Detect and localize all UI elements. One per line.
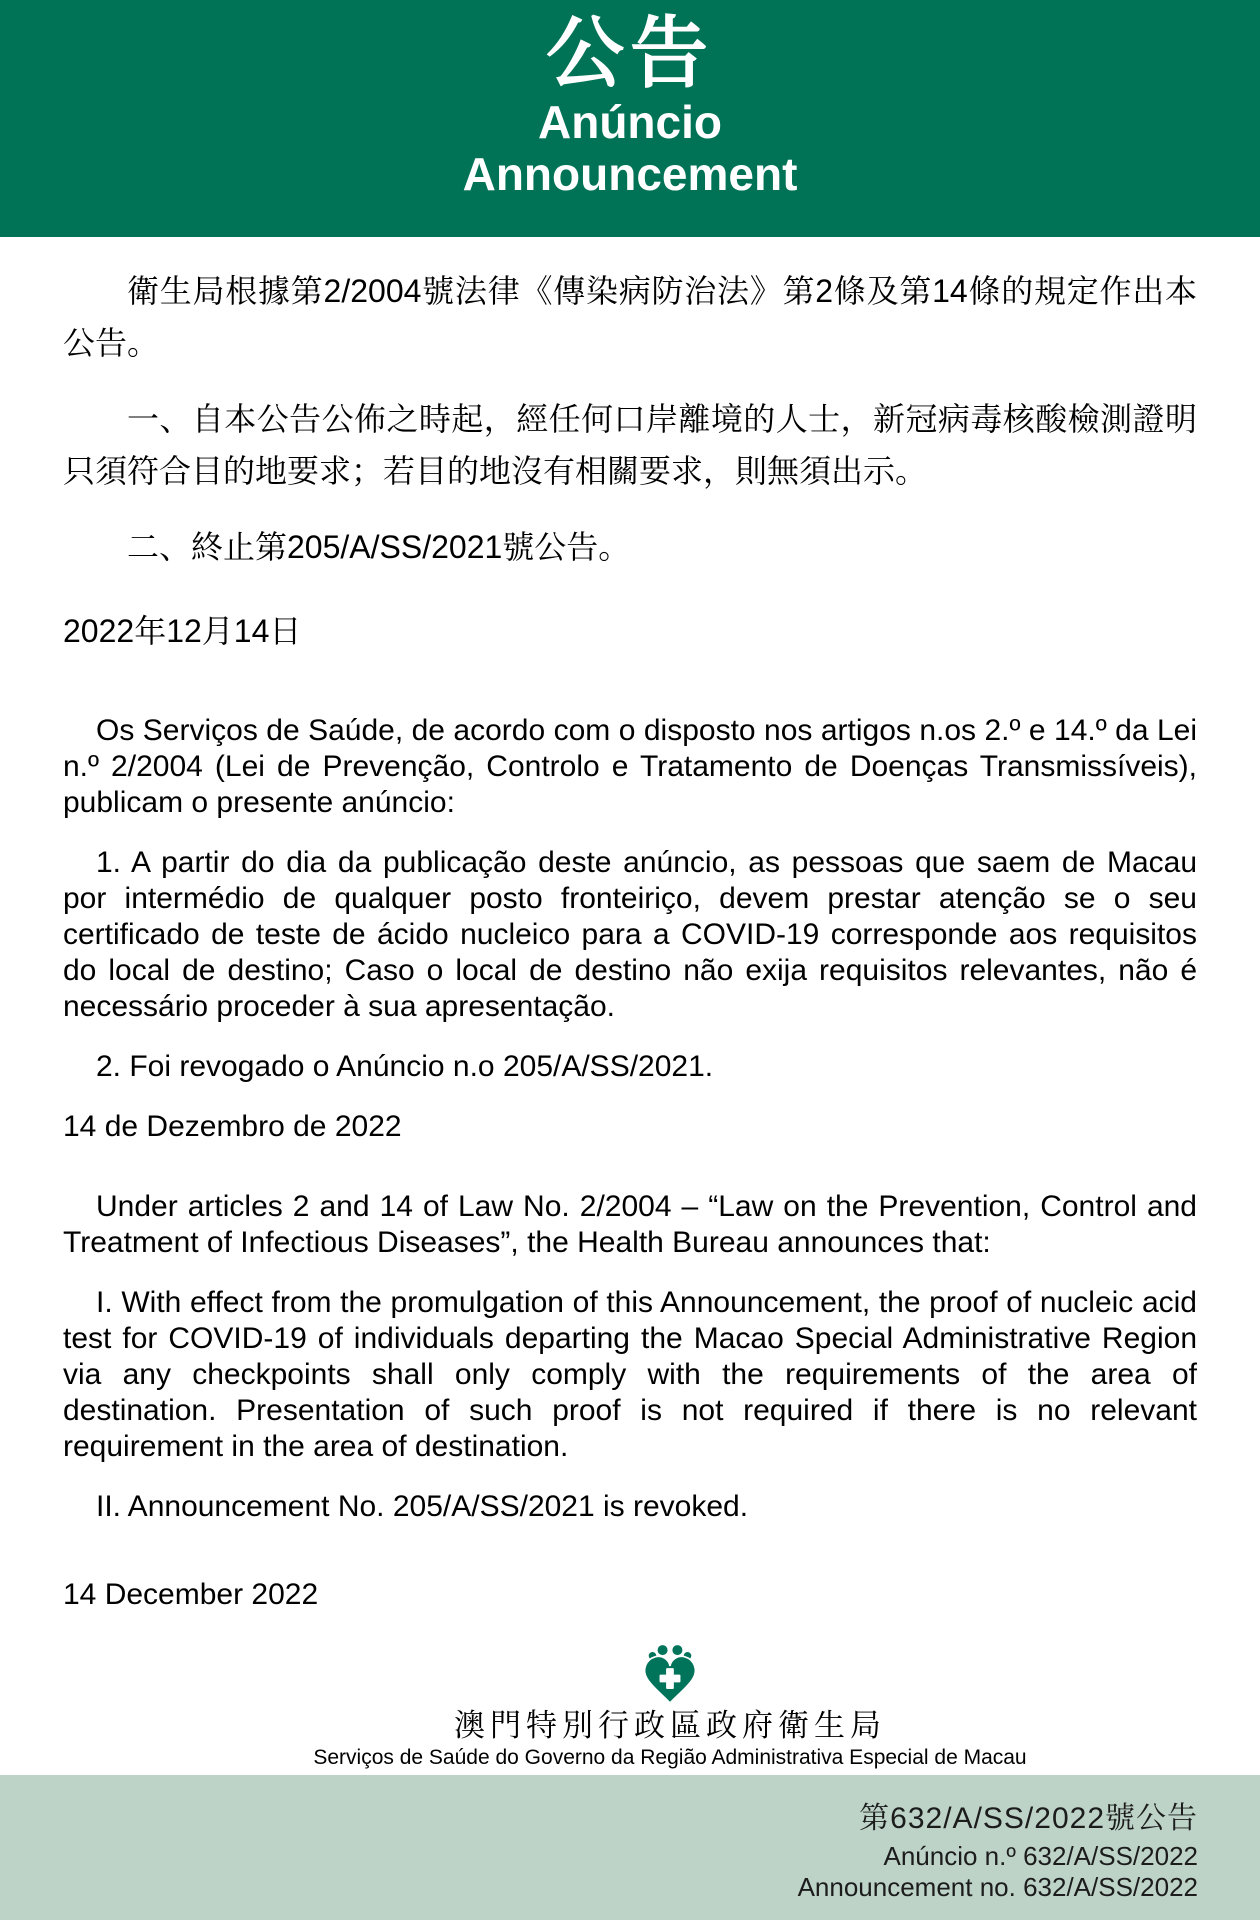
en-date: 14 December 2022 bbox=[63, 1578, 319, 1611]
pt-paragraph-item-1: 1. A partir do dia da publicação deste anúncio, as pessoas que saem de Macau por intermédio de qualquer posto fronteiriço, devem prestar atenção se o seu certificado de teste de ácido nucleico para a COVID-19 corresponde aos requisitos do local de destino; Caso o local de destino não exija requisitos relevantes, não é necessário proceder à sua apresentação. bbox=[63, 846, 1197, 1023]
page-title-zh: 公告 bbox=[545, 9, 714, 97]
en-paragraph-item-1: I. With effect from the promulgation of this Announcement, the proof of nucleic acid test for COVID-19 of individuals departing the Macao Special Administrative Region via any checkpoints shall only comply with the requirements of the area of destination. Presentation of such proof is not required if there is no relevant requirement in the area of destination. bbox=[63, 1286, 1197, 1463]
signature-block bbox=[40, 1643, 1260, 1771]
zh-paragraph-legal-basis: 衛生局根據第2/2004號法律《傳染病防治法》第2條及第14條的規定作出本公告。 bbox=[63, 273, 1197, 361]
header-banner bbox=[0, 0, 1260, 237]
ref-number-pt: Anúncio n.º 632/A/SS/2022 bbox=[883, 1841, 1198, 1871]
pt-paragraph-item-2: 2. Foi revogado o Anúncio n.o 205/A/SS/2021. bbox=[96, 1050, 714, 1083]
ref-number-en: Announcement no. 632/A/SS/2022 bbox=[797, 1872, 1198, 1902]
org-name-pt: Serviços de Saúde do Governo da Região Administrativa Especial de Macau bbox=[313, 1746, 1027, 1769]
reference-bar bbox=[0, 1775, 1260, 1920]
page-title-pt: Anúncio bbox=[538, 96, 722, 148]
org-name-zh: 澳門特別行政區政府衛生局 bbox=[454, 1708, 886, 1743]
en-paragraph-intro: Under articles 2 and 14 of Law No. 2/2004 – “Law on the Prevention, Control and Treatment of Infectious Diseases”, the Health Bureau announces that: bbox=[63, 1190, 1197, 1259]
pt-date: 14 de Dezembro de 2022 bbox=[63, 1110, 402, 1143]
zh-paragraph-item-2: 二、終止第205/A/SS/2021號公告。 bbox=[127, 529, 631, 565]
zh-paragraph-item-1: 一、自本公告公佈之時起，經任何口岸離境的人士，新冠病毒核酸檢測證明只須符合目的地要求；若目的地沒有相關要求，則無須出示。 bbox=[63, 401, 1197, 489]
heart-cross-people-logo-icon bbox=[636, 1643, 704, 1705]
ref-number-zh: 第632/A/SS/2022號公告 bbox=[859, 1802, 1198, 1835]
zh-date: 2022年12月14日 bbox=[63, 613, 302, 649]
en-paragraph-item-2: II. Announcement No. 205/A/SS/2021 is revoked. bbox=[96, 1490, 749, 1523]
page-title-en: Announcement bbox=[462, 148, 798, 200]
document-body bbox=[63, 265, 1197, 1613]
pt-paragraph-intro: Os Serviços de Saúde, de acordo com o disposto nos artigos n.os 2.º e 14.º da Lei n.º 2/2004 (Lei de Prevenção, Controlo e Tratamento de Doenças Transmissíveis), publicam o presente anúncio: bbox=[63, 714, 1197, 819]
